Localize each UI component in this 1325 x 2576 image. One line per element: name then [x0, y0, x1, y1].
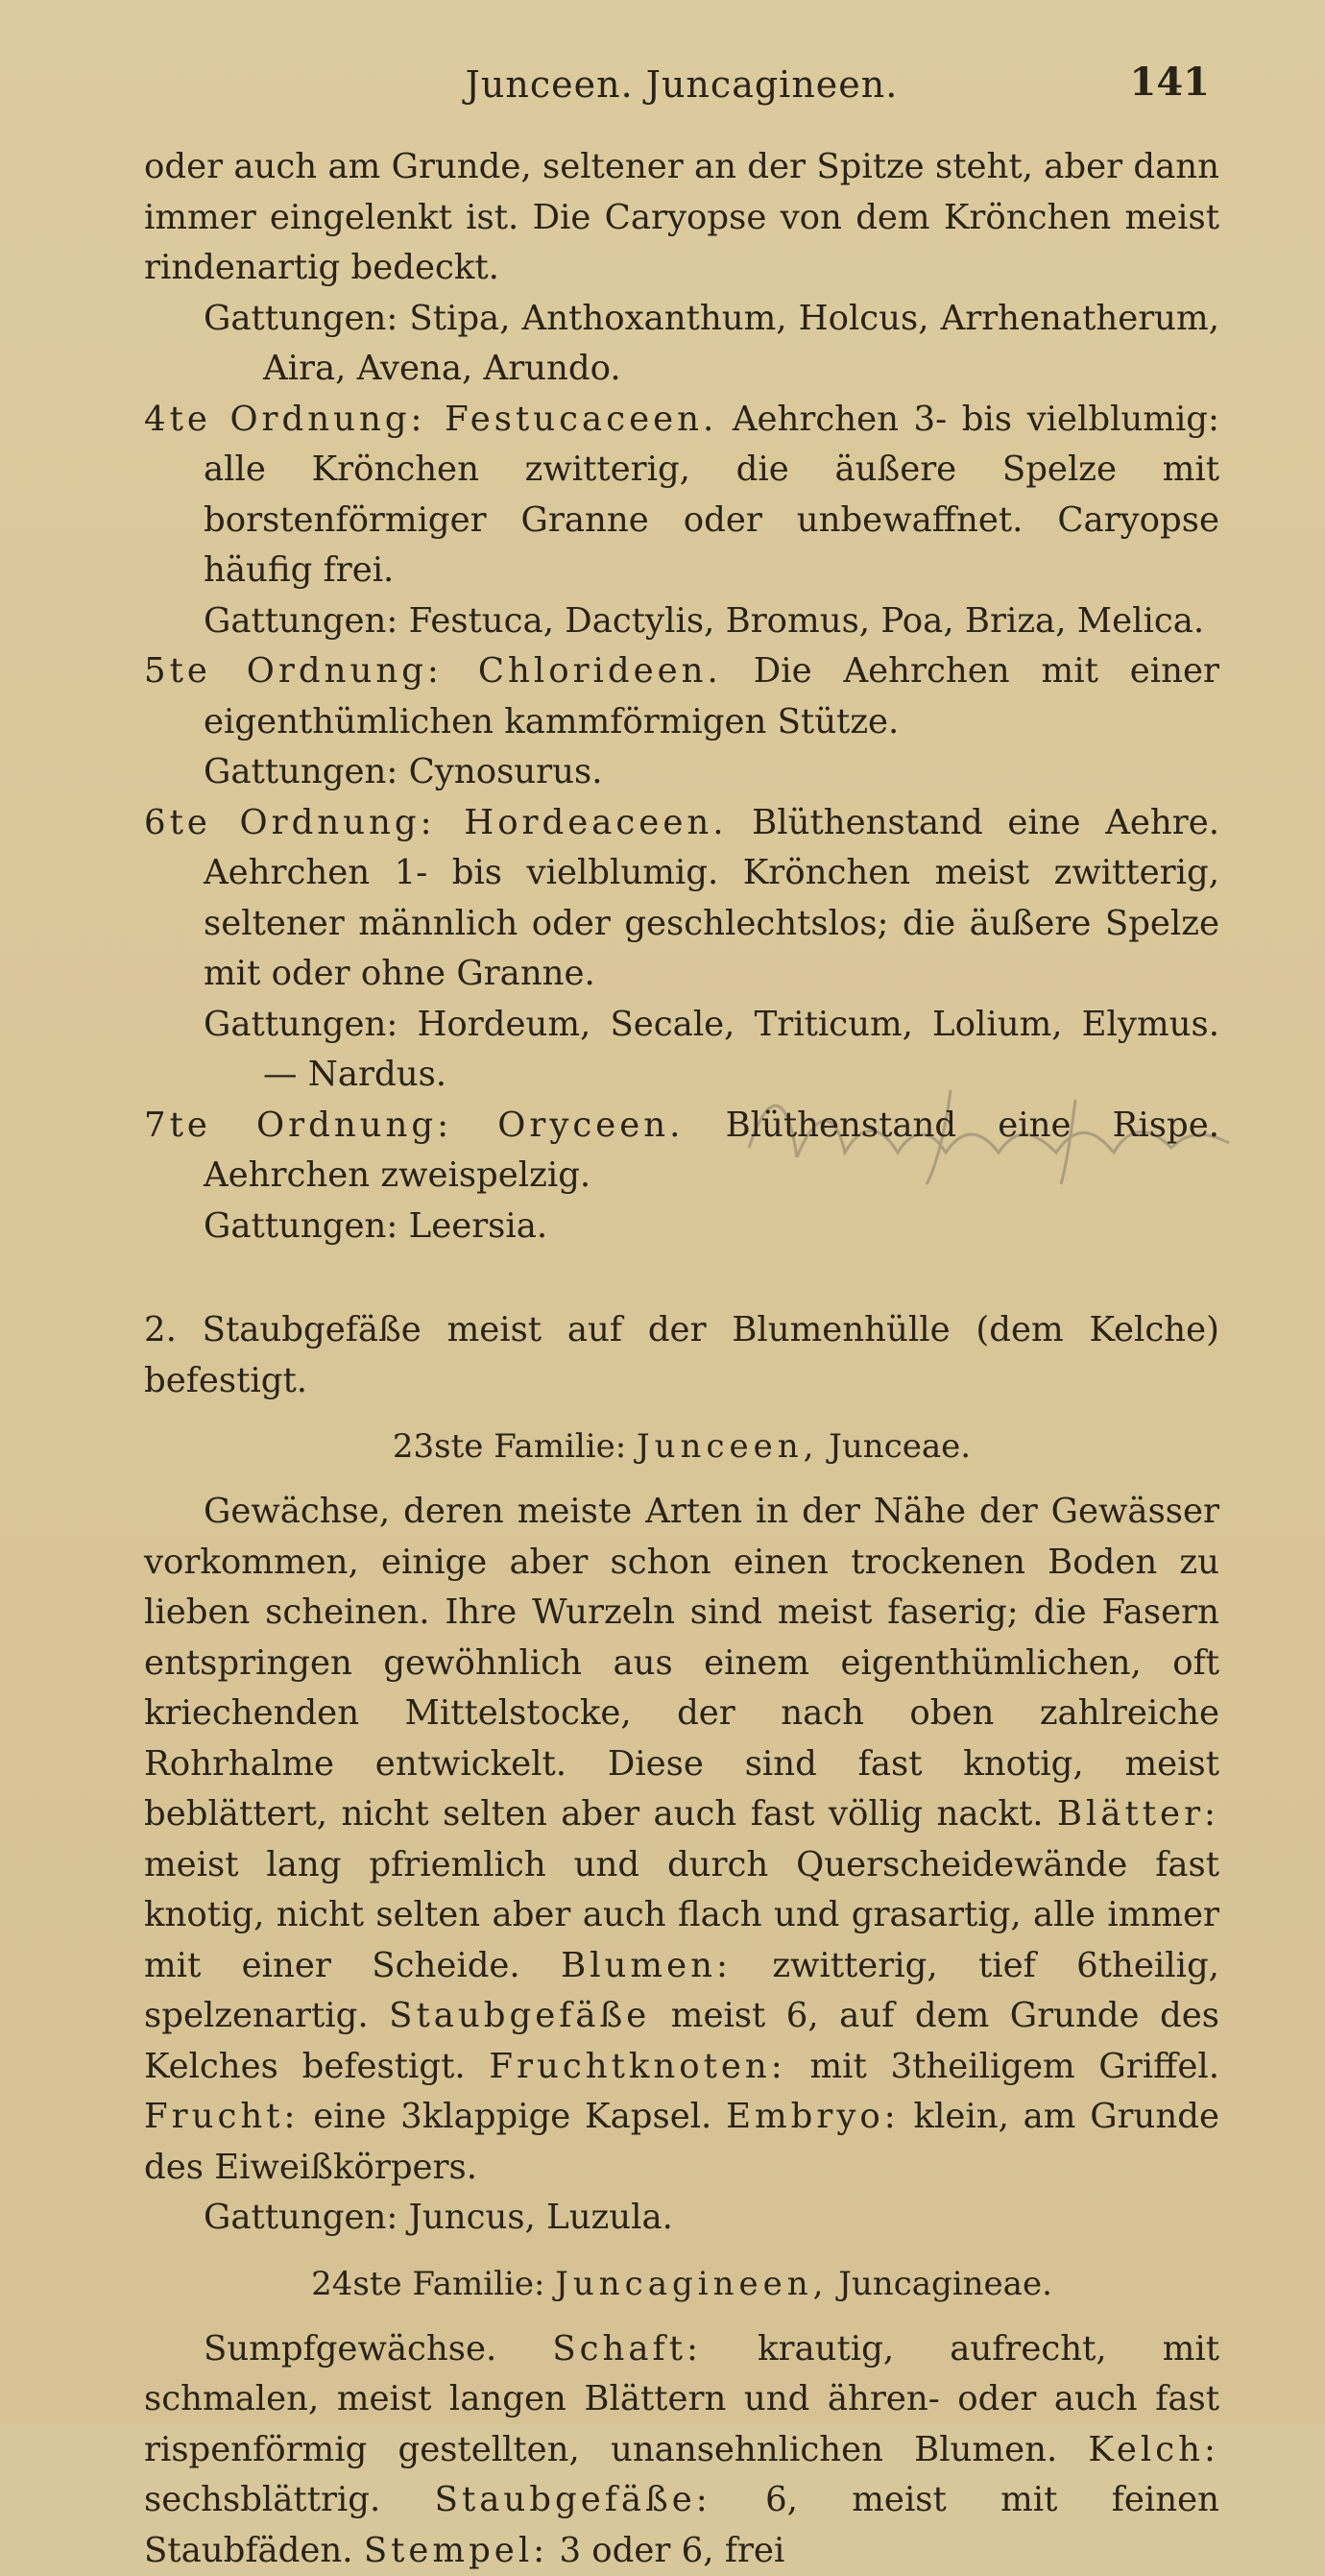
page-number: 141 [1130, 60, 1211, 105]
family-24-latin: Juncagineae. [838, 2265, 1052, 2303]
family-23-number: 23ste Familie: [393, 1427, 626, 1466]
order-7 [144, 1101, 1219, 1202]
order-5 [144, 646, 1219, 747]
fam24-text-d: 6, meist mit feinen Staubfäden. [144, 2480, 1219, 2570]
fam23-text-a: Gewächse, deren meiste Arten in der Nähe der Gewässer vorkommen, einige aber schon einen trockenen Boden zu lieben scheinen. Ihre Wurzeln sind meist faserig; die Fasern entspringen gewöhnlich aus einem eigenthümlichen, oft kriechenden Mittelstocke, der nach oben zahlreiche Rohrhalme entwickelt. Diese sind fast knotig, meist beblättert, nicht selten aber auch fast völlig nackt. [144, 1492, 1219, 1834]
fam24-text-b: krautig, aufrecht, mit schmalen, meist langen Blättern und ähren- oder auch fast rispenförmig gestellten, unansehnlichen Blumen. [144, 2329, 1219, 2469]
fam24-stamens-label: Staubgefäße: [435, 2480, 711, 2519]
fam23-embryo-label: Embryo: [726, 2097, 900, 2136]
order-6-label: 6te Ordnung: Hordeaceen. [144, 803, 727, 842]
fam23-stamens-label: Staubgefäße [389, 1996, 650, 2035]
running-header [144, 60, 1219, 117]
family-23-latin: Junceae. [829, 1427, 971, 1466]
family-24-number: 24ste Familie: [311, 2265, 544, 2303]
genera-line-arundineae: Gattungen: Stipa, Anthoxanthum, Holcus, Arrhenatherum, Aira, Avena, Arundo. [204, 294, 1219, 395]
fam24-text-c: sechsblättrig. [144, 2480, 380, 2519]
section-2-heading: 2. Staubgefäße meist auf der Blumenhülle (dem Kelche) befestigt. [144, 1305, 1219, 1406]
family-23-heading [144, 1427, 1219, 1466]
fam24-text-e: 3 oder 6, frei [559, 2531, 784, 2570]
family-23-name: Junceen, [637, 1427, 818, 1466]
order-6 [144, 798, 1219, 1000]
genera-line-order-4: Gattungen: Festuca, Dactylis, Bromus, Poa, Briza, Melica. [204, 596, 1219, 647]
fam23-text-c: zwitterig, tief 6theilig, spelzenartig. [144, 1946, 1219, 2036]
fam24-calyx-label: Kelch: [1088, 2430, 1219, 2469]
fam23-leaves-label: Blätter: [1057, 1794, 1219, 1834]
fam23-text-b: meist lang pfriemlich und durch Querscheidewände fast knotig, nicht selten aber auch flach und grasartig, alle immer mit einer Scheide. [144, 1845, 1219, 1985]
family-24-name: Juncagineen, [555, 2265, 828, 2303]
fam24-stem-label: Schaft: [552, 2329, 702, 2369]
order-6-text: Blüthenstand eine Aehre. Aehrchen 1- bis vielblumig. Krönchen meist zwitterig, seltener männlich oder geschlechtslos; die äußere Spelze mit oder ohne Granne. [204, 803, 1219, 994]
paragraph-continued: oder auch am Grunde, seltener an der Spitze steht, aber dann immer eingelenkt ist. Die Caryopse von dem Krönchen meist rindenartig bedeckt. [144, 142, 1219, 294]
genera-line-family-23: Gattungen: Juncus, Luzula. [204, 2193, 1219, 2244]
fam23-text-e: mit 3theiligem Griffel. [809, 2047, 1219, 2086]
family-24-description [144, 2324, 1219, 2576]
order-4 [144, 395, 1219, 596]
fam23-text-g: klein, am Grunde des Eiweißkörpers. [144, 2097, 1219, 2187]
fam24-text-a: Sumpfgewächse. [204, 2329, 496, 2369]
fam23-fruit-label: Frucht: [144, 2097, 299, 2136]
page-body [144, 142, 1219, 2576]
genera-line-order-5: Gattungen: Cynosurus. [204, 747, 1219, 798]
fam23-ovary-label: Fruchtknoten: [489, 2047, 785, 2086]
order-4-text: Aehrchen 3- bis vielblumig: alle Krönchen zwitterig, die äußere Spelze mit borstenförmiger Granne oder unbewaffnet. Caryopse häufig frei. [204, 400, 1219, 591]
order-4-label: 4te Ordnung: Festucaceen. [144, 400, 717, 439]
fam24-pistil-label: Stempel: [364, 2531, 548, 2570]
fam23-text-d: meist 6, auf dem Grunde des Kelches befestigt. [144, 1996, 1219, 2086]
header-title: Junceen. Juncagineen. [144, 63, 1219, 106]
family-23-description [144, 1487, 1219, 2193]
order-7-label: 7te Ordnung: Oryceen. [144, 1106, 684, 1145]
fam23-flowers-label: Blumen: [561, 1946, 732, 1985]
order-7-text: Blüthenstand eine Rispe. Aehrchen zweispelzig. [204, 1106, 1219, 1196]
order-5-label: 5te Ordnung: Chlorideen. [144, 651, 722, 691]
genera-line-order-6: Gattungen: Hordeum, Secale, Triticum, Lolium, Elymus. — Nardus. [204, 1000, 1219, 1101]
fam23-text-f: eine 3klappige Kapsel. [313, 2097, 711, 2136]
order-5-text: Die Aehrchen mit einer eigenthümlichen kammförmigen Stütze. [204, 651, 1219, 741]
genera-line-order-7: Gattungen: Leersia. [204, 1202, 1219, 1252]
family-24-heading [144, 2265, 1219, 2303]
